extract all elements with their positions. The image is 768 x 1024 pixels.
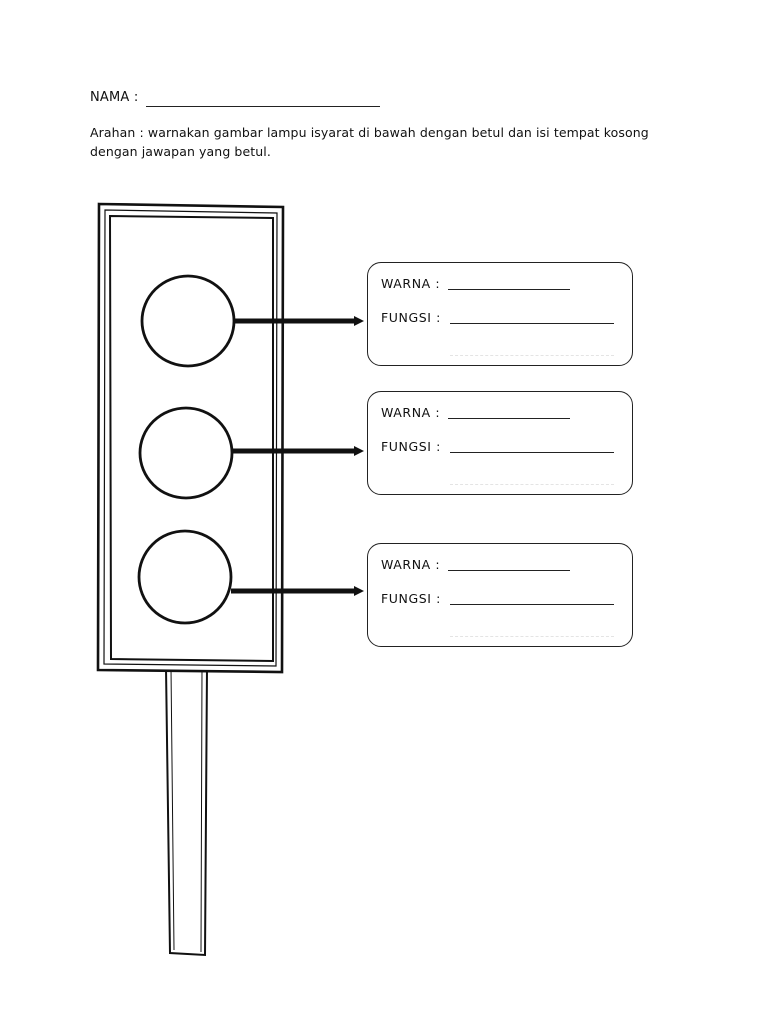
answer-box-top — [367, 262, 633, 366]
bottom-lamp-circle[interactable] — [139, 531, 231, 623]
faint-line — [450, 355, 614, 356]
fungsi-label: FUNGSI : — [381, 591, 441, 606]
fungsi-answer-line[interactable] — [450, 604, 614, 605]
middle-lamp-circle[interactable] — [140, 408, 232, 498]
warna-answer-line[interactable] — [448, 289, 570, 290]
faint-line — [450, 636, 614, 637]
answer-box-bottom — [367, 543, 633, 647]
warna-answer-line[interactable] — [448, 418, 570, 419]
warna-label: WARNA : — [381, 276, 441, 291]
faint-line — [450, 484, 614, 485]
top-lamp-circle[interactable] — [142, 276, 234, 366]
fungsi-answer-line[interactable] — [450, 452, 614, 453]
traffic-light-pole — [166, 668, 207, 955]
warna-label: WARNA : — [381, 405, 441, 420]
warna-answer-line[interactable] — [448, 570, 570, 571]
fungsi-answer-line[interactable] — [450, 323, 614, 324]
warna-label: WARNA : — [381, 557, 441, 572]
name-label: NAMA : — [90, 90, 139, 105]
instructions-text: Arahan : warnakan gambar lampu isyarat di bawah dengan betul dan isi tempat kosong dengan jawapan yang betul. — [90, 125, 649, 159]
fungsi-label: FUNGSI : — [381, 310, 441, 325]
answer-box-middle — [367, 391, 633, 495]
fungsi-label: FUNGSI : — [381, 439, 441, 454]
